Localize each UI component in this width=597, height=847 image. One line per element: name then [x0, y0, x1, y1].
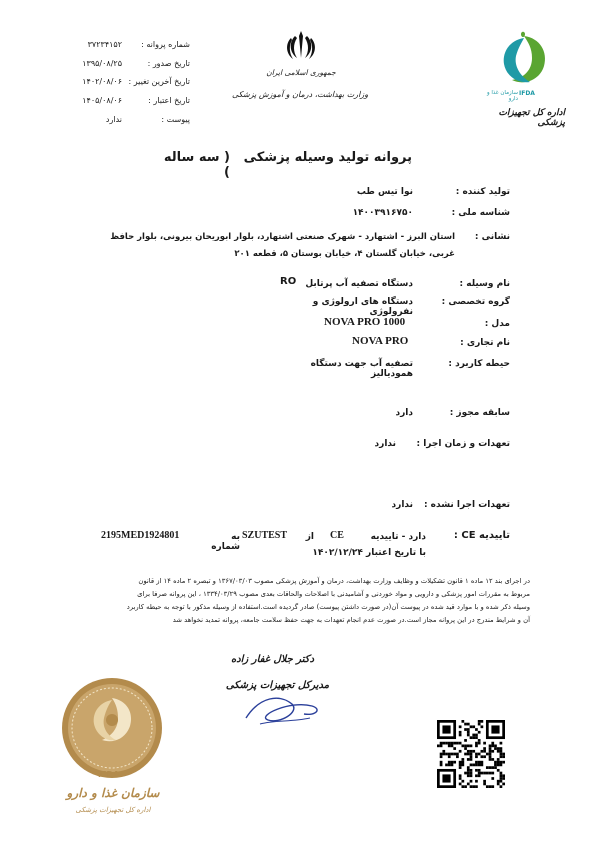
validity-label: تاریخ اعتبار : [148, 96, 190, 105]
signer-name: دکتر جلال غفار زاده [230, 654, 315, 665]
device-name-label: نام وسیله : [459, 279, 510, 289]
iran-emblem [283, 28, 319, 64]
ce-number-prefix: به شماره [211, 532, 240, 552]
attachment-row [60, 115, 190, 127]
ce-label: تاییدیه CE : [453, 530, 510, 541]
unfulfilled-label: تعهدات اجرا نشده : [423, 500, 510, 510]
attachment-label: پیوست : [161, 115, 190, 124]
usage-label: حیطه کاربرد : [448, 359, 510, 369]
title-main: پروانه تولید وسیله پزشکی [243, 150, 412, 165]
unfulfilled-value: ندارد [391, 500, 413, 510]
signer-position: مدیرکل تجهیزات پزشکی [225, 680, 330, 691]
ce-expiry: با تاریخ اعتبار ۱۴۰۲/۱۲/۲۴ [312, 548, 426, 558]
legal-line: وسیله ذکر شده و با موارد قید شده در پیوست آن(در صورت داشتن پیوست) صادر گردیده است.استفاده از وسیله مذکور با توجه به حیطه کاربرد [126, 603, 530, 611]
signature-icon [240, 690, 330, 730]
ce-body: SZUTEST [242, 530, 288, 541]
ce-from: از [305, 532, 314, 542]
ifda-logo-icon [494, 30, 554, 90]
specialty-value: دستگاه های ارولوژی و نفرولوژی [312, 297, 413, 317]
ifda-seal [56, 672, 168, 784]
specialty-label: گروه تخصصی : [441, 297, 510, 307]
legal-line: مربوط به مقررات امور پزشکی و دارویی و مواد خوردنی و آشامیدنی با اصلاحات والحاقات بعدی مصوب ۱۳۳۴/۰۳/۲۹ ، این پروانه صرفا برای [137, 590, 530, 598]
manufacturer-value: نوا تیس طب [356, 187, 413, 197]
issue-date-value: ۱۳۹۵/۰۸/۲۵ [82, 59, 122, 68]
national-id-label: شناسه ملی : [451, 208, 510, 218]
ce-number: 2195MED1924801 [101, 530, 180, 541]
ministry-text: وزارت بهداشت، درمان و آموزش پزشکی [231, 90, 369, 99]
republic-text: جمهوری اسلامی ایران [266, 68, 336, 77]
seal-org: سازمان غذا و دارو [66, 786, 160, 800]
last-change-value: ۱۴۰۲/۰۸/۰۶ [82, 77, 122, 86]
address-line-1: استان البرز - اشتهارد - شهرک صنعتی اشتهارد، بلوار ابوریحان بیرونی، بلوار حافظ [110, 232, 455, 242]
org-line: اداره کل تجهیزات پزشکی [498, 108, 565, 128]
emblem-icon [283, 28, 319, 64]
title-term: ( سه ساله ) [163, 150, 230, 180]
commitments-value: ندارد [374, 439, 396, 449]
model-value: NOVA PRO 1000 [324, 316, 406, 328]
license-no-label: شماره پروانه : [141, 40, 190, 49]
device-name-value: دستگاه تصفیه آب پرتابل [305, 279, 413, 289]
ifda-logo [494, 30, 554, 90]
validity-row [60, 96, 190, 108]
legal-line: در اجرای بند ۱۲ ماده ۱ قانون تشکیلات و وظایف وزارت بهداشت، درمان و آموزش پزشکی مصوب ۱۳۶۷/۰۳/۰۳ و تبصره ۲ ماده ۱۴ از قانون [138, 577, 530, 585]
address-line-2: غربی، خیابان گلستان ۴، خیابان بوستان ۵، قطعه ۲۰۱ [234, 249, 455, 259]
trade-name-label: نام تجاری : [460, 338, 510, 348]
attachment-value: ندارد [105, 115, 122, 124]
legal-line: آن و شرایط مندرج در این پروانه مجاز است.در صورت عدم انجام تعهدات به جهت حفظ سلامت جامعه، پروانه تمدید نخواهد شد [172, 616, 530, 624]
seal-abbr: IFDA [98, 770, 120, 779]
seal-icon [56, 672, 168, 784]
qr-code [437, 720, 505, 788]
address-label: نشانی : [474, 232, 510, 242]
qr-code-icon [437, 720, 505, 788]
ce-status: دارد - تاییدیه [370, 532, 426, 542]
permit-history-value: دارد [395, 408, 413, 418]
ifda-logo-abbr: IFDA [519, 90, 535, 97]
signature-scribble [240, 690, 330, 730]
ce-word: CE [330, 530, 344, 541]
commitments-label: تعهدات و زمان اجرا : [416, 439, 510, 449]
seal-sub: اداره کل تجهیزات پزشکی [75, 806, 151, 814]
trade-name-value: NOVA PRO [352, 335, 409, 347]
issue-date-row [60, 59, 190, 71]
model-label: مدل : [484, 319, 510, 329]
license-no-row [60, 40, 190, 52]
permit-history-label: سابقه مجوز : [449, 408, 510, 418]
last-change-label: تاریخ آخرین تغییر : [128, 77, 190, 86]
validity-value: ۱۴۰۵/۰۸/۰۶ [82, 96, 122, 105]
device-name-latin: RO [280, 276, 297, 287]
legal-text [70, 575, 530, 627]
usage-value: تصفیه آب جهت دستگاه همودیالیز [310, 359, 413, 379]
issue-date-label: تاریخ صدور : [147, 59, 190, 68]
ifda-logo-caption: سازمان غذا و دارو [486, 90, 518, 102]
manufacturer-label: تولید کننده : [455, 187, 510, 197]
national-id-value: ۱۴۰۰۳۹۱۶۷۵۰ [352, 208, 413, 218]
license-no-value: ۳۷۲۳۴۱۵۲ [87, 40, 122, 49]
last-change-row [60, 77, 190, 89]
